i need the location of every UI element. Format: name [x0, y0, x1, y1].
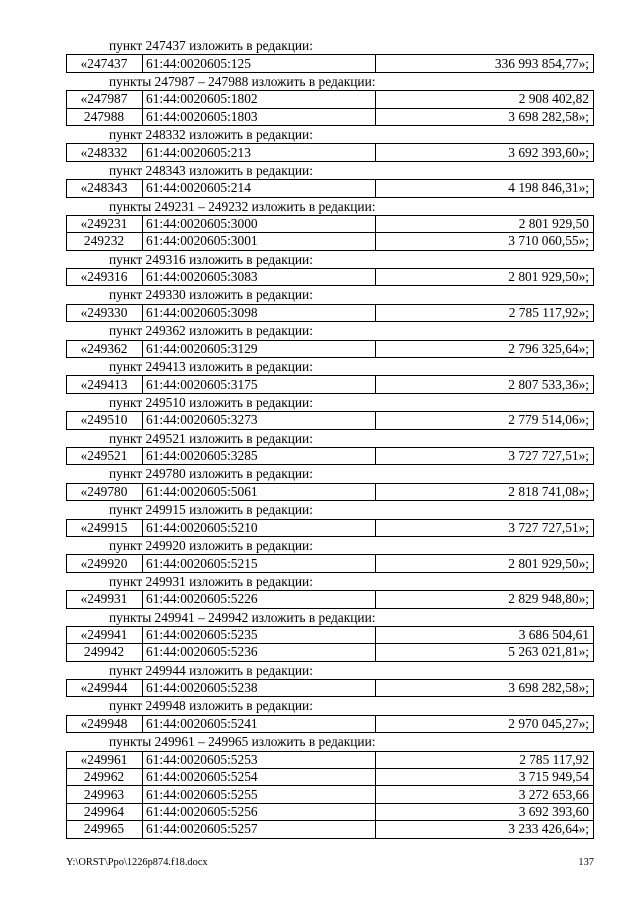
amendment-table	[66, 519, 594, 537]
cadastral-number-cell: 61:44:0020605:125	[143, 55, 376, 72]
item-number-cell: «247987	[67, 91, 143, 108]
value-cell: 2 818 741,08»;	[376, 483, 594, 500]
cadastral-number-cell: 61:44:0020605:5061	[143, 483, 376, 500]
amendment-table	[66, 483, 594, 501]
value-cell: 3 686 504,61	[376, 626, 594, 643]
table-row	[67, 680, 594, 697]
value-cell: 2 801 929,50»;	[376, 269, 594, 286]
cadastral-number-cell: 61:44:0020605:5238	[143, 680, 376, 697]
cadastral-number-cell: 61:44:0020605:3083	[143, 269, 376, 286]
amendment-heading: пункт 249931 изложить в редакции:	[109, 573, 313, 589]
amendment-heading: пункт 248343 изложить в редакции:	[109, 162, 313, 178]
item-number-cell: «249231	[67, 215, 143, 232]
amendment-heading: пункт 249920 изложить в редакции:	[109, 537, 313, 553]
value-cell: 5 263 021,81»;	[376, 644, 594, 661]
cadastral-number-cell: 61:44:0020605:213	[143, 144, 376, 161]
cadastral-number-cell: 61:44:0020605:5210	[143, 519, 376, 536]
value-cell: 3 233 426,64»;	[376, 821, 594, 838]
item-number-cell: «249944	[67, 680, 143, 697]
item-number-cell: «249961	[67, 751, 143, 768]
cadastral-number-cell: 61:44:0020605:5256	[143, 803, 376, 820]
value-cell: 2 801 929,50»;	[376, 555, 594, 572]
amendment-table	[66, 143, 594, 161]
file-path: Y:\ORST\Ppo\1226p874.f18.docx	[66, 857, 208, 868]
cadastral-number-cell: 61:44:0020605:5257	[143, 821, 376, 838]
cadastral-number-cell: 61:44:0020605:5253	[143, 751, 376, 768]
cadastral-number-cell: 61:44:0020605:5226	[143, 591, 376, 608]
amendment-heading: пункт 249915 изложить в редакции:	[109, 502, 313, 518]
amendment-heading: пункт 249316 изложить в редакции:	[109, 251, 313, 267]
amendment-table	[66, 751, 594, 839]
table-row	[67, 786, 594, 803]
value-cell: 3 710 060,55»;	[376, 233, 594, 250]
value-cell: 2 970 045,27»;	[376, 715, 594, 732]
item-number-cell: 249942	[67, 644, 143, 661]
amendment-heading: пункт 247437 изложить в редакции:	[109, 38, 313, 53]
amendment-heading: пункты 247987 – 247988 изложить в редакции:	[109, 73, 376, 89]
item-number-cell: «249362	[67, 340, 143, 357]
amendment-heading: пункт 249521 изложить в редакции:	[109, 430, 313, 446]
cadastral-number-cell: 61:44:0020605:5215	[143, 555, 376, 572]
table-row	[67, 803, 594, 820]
table-row	[67, 304, 594, 321]
amendment-heading: пункт 249413 изложить в редакции:	[109, 359, 313, 375]
cadastral-number-cell: 61:44:0020605:5254	[143, 769, 376, 786]
item-number-cell: «249330	[67, 304, 143, 321]
value-cell: 2 801 929,50	[376, 215, 594, 232]
amendment-table	[66, 268, 594, 286]
item-number-cell: 249964	[67, 803, 143, 820]
amendment-heading: пункт 249780 изложить в редакции:	[109, 466, 313, 482]
amendment-table	[66, 215, 594, 251]
value-cell: 2 779 514,06»;	[376, 412, 594, 429]
cadastral-number-cell: 61:44:0020605:3000	[143, 215, 376, 232]
cadastral-number-cell: 61:44:0020605:3175	[143, 376, 376, 393]
item-number-cell: «248343	[67, 180, 143, 197]
table-row	[67, 555, 594, 572]
value-cell: 3 272 653,66	[376, 786, 594, 803]
cadastral-number-cell: 61:44:0020605:214	[143, 180, 376, 197]
table-row	[67, 412, 594, 429]
amendment-table	[66, 304, 594, 322]
item-number-cell: «249316	[67, 269, 143, 286]
item-number-cell: «247437	[67, 55, 143, 72]
item-number-cell: 247988	[67, 108, 143, 125]
item-number-cell: 249232	[67, 233, 143, 250]
item-number-cell: «249510	[67, 412, 143, 429]
table-row	[67, 769, 594, 786]
amendment-table	[66, 411, 594, 429]
cadastral-number-cell: 61:44:0020605:5236	[143, 644, 376, 661]
value-cell: 2 908 402,82	[376, 91, 594, 108]
table-row	[67, 340, 594, 357]
item-number-cell: «249413	[67, 376, 143, 393]
cadastral-number-cell: 61:44:0020605:5235	[143, 626, 376, 643]
amendment-heading: пункт 249944 изложить в редакции:	[109, 662, 313, 678]
item-number-cell: «249780	[67, 483, 143, 500]
table-row	[67, 91, 594, 108]
cadastral-number-cell: 61:44:0020605:3098	[143, 304, 376, 321]
value-cell: 3 715 949,54	[376, 769, 594, 786]
table-row	[67, 644, 594, 661]
table-row	[67, 715, 594, 732]
item-number-cell: «248332	[67, 144, 143, 161]
amendment-heading: пункты 249231 – 249232 изложить в редакции:	[109, 198, 376, 214]
item-number-cell: «249915	[67, 519, 143, 536]
amendment-heading: пункты 249941 – 249942 изложить в редакции:	[109, 609, 376, 625]
item-number-cell: «249521	[67, 447, 143, 464]
value-cell: 336 993 854,77»;	[376, 55, 594, 72]
table-row	[67, 55, 594, 72]
table-row	[67, 269, 594, 286]
amendment-heading: пункт 249510 изложить в редакции:	[109, 394, 313, 410]
value-cell: 2 796 325,64»;	[376, 340, 594, 357]
table-row	[67, 519, 594, 536]
amendment-table	[66, 340, 594, 358]
table-row	[67, 108, 594, 125]
item-number-cell: «249941	[67, 626, 143, 643]
amendment-heading: пункт 249362 изложить в редакции:	[109, 323, 313, 339]
amendment-table	[66, 626, 594, 662]
table-row	[67, 233, 594, 250]
value-cell: 4 198 846,31»;	[376, 180, 594, 197]
cadastral-number-cell: 61:44:0020605:3273	[143, 412, 376, 429]
cadastral-number-cell: 61:44:0020605:3129	[143, 340, 376, 357]
amendment-table	[66, 554, 594, 572]
value-cell: 2 785 117,92»;	[376, 304, 594, 321]
amendment-table	[66, 590, 594, 608]
item-number-cell: 249965	[67, 821, 143, 838]
table-row	[67, 751, 594, 768]
amendment-table	[66, 447, 594, 465]
amendment-table	[66, 54, 594, 72]
document-body	[66, 37, 594, 839]
amendment-heading: пункты 249961 – 249965 изложить в редакции:	[109, 734, 376, 750]
amendment-table	[66, 90, 594, 126]
amendment-table	[66, 375, 594, 393]
table-row	[67, 180, 594, 197]
cadastral-number-cell: 61:44:0020605:5255	[143, 786, 376, 803]
table-row	[67, 483, 594, 500]
value-cell: 2 785 117,92	[376, 751, 594, 768]
value-cell: 3 698 282,58»;	[376, 680, 594, 697]
value-cell: 3 727 727,51»;	[376, 519, 594, 536]
amendment-table	[66, 679, 594, 697]
cadastral-number-cell: 61:44:0020605:1802	[143, 91, 376, 108]
amendment-table	[66, 715, 594, 733]
cadastral-number-cell: 61:44:0020605:3001	[143, 233, 376, 250]
table-row	[67, 376, 594, 393]
value-cell: 3 727 727,51»;	[376, 447, 594, 464]
value-cell: 3 698 282,58»;	[376, 108, 594, 125]
table-row	[67, 591, 594, 608]
page-number: 137	[578, 857, 594, 868]
amendment-heading: пункт 249330 изложить в редакции:	[109, 287, 313, 303]
table-row	[67, 447, 594, 464]
amendment-heading: пункт 249948 изложить в редакции:	[109, 698, 313, 714]
cadastral-number-cell: 61:44:0020605:3285	[143, 447, 376, 464]
table-row	[67, 144, 594, 161]
item-number-cell: «249931	[67, 591, 143, 608]
item-number-cell: 249962	[67, 769, 143, 786]
value-cell: 3 692 393,60	[376, 803, 594, 820]
item-number-cell: 249963	[67, 786, 143, 803]
amendment-table	[66, 179, 594, 197]
table-row	[67, 626, 594, 643]
value-cell: 2 807 533,36»;	[376, 376, 594, 393]
amendment-heading: пункт 248332 изложить в редакции:	[109, 126, 313, 142]
value-cell: 3 692 393,60»;	[376, 144, 594, 161]
value-cell: 2 829 948,80»;	[376, 591, 594, 608]
item-number-cell: «249948	[67, 715, 143, 732]
item-number-cell: «249920	[67, 555, 143, 572]
cadastral-number-cell: 61:44:0020605:1803	[143, 108, 376, 125]
cadastral-number-cell: 61:44:0020605:5241	[143, 715, 376, 732]
table-row	[67, 821, 594, 838]
table-row	[67, 215, 594, 232]
